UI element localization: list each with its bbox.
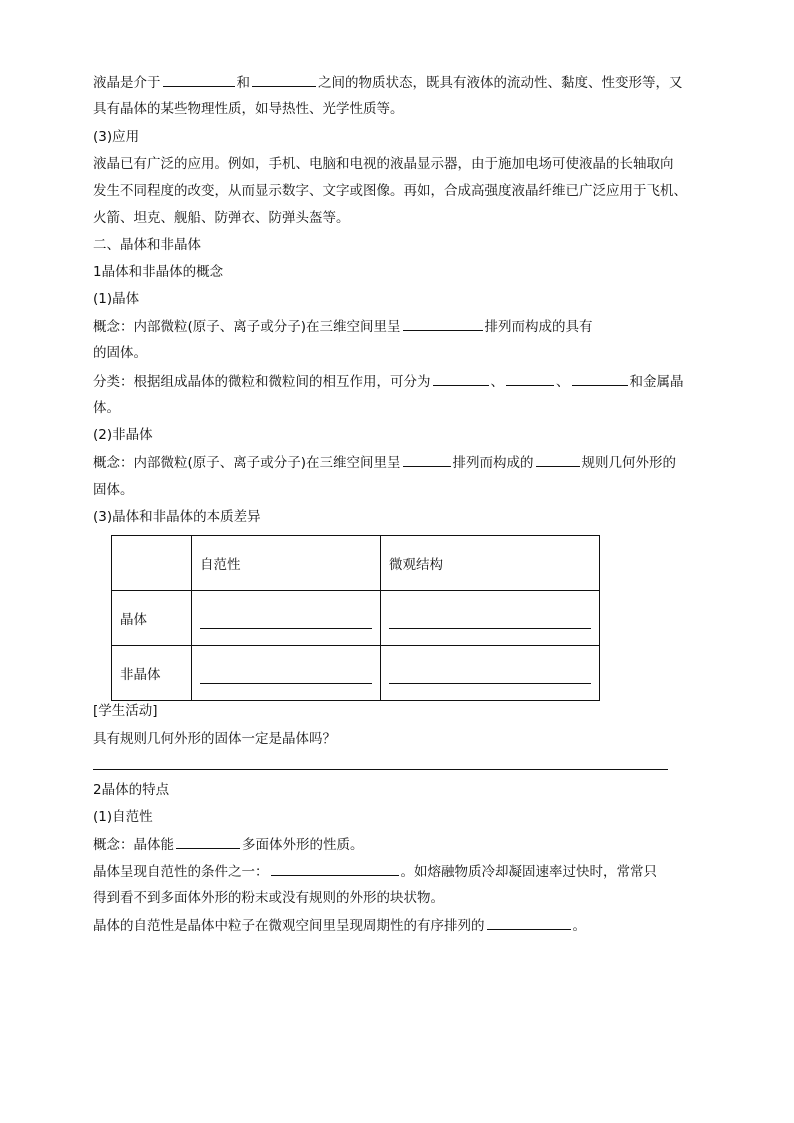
text: 。如熔融物质冷却凝固速率过快时，常常只: [400, 864, 657, 880]
subsection-heading: (2)非晶体: [93, 427, 153, 443]
fill-blank[interactable]: [506, 371, 554, 386]
paragraph-line: 的固体。: [93, 345, 147, 361]
paragraph-line: 发生不同程度的改变，从而显示数字、文字或图像。再如，合成高强度液晶纤维已广泛应用于飞机、: [93, 183, 687, 199]
fill-blank[interactable]: [572, 371, 628, 386]
fill-blank[interactable]: [176, 834, 240, 849]
paragraph-line: [93, 371, 684, 392]
answer-cell[interactable]: [381, 646, 600, 701]
text: 和: [236, 75, 250, 91]
paragraph-line: 具有晶体的某些物理性质，如导热性、光学性质等。: [93, 101, 404, 117]
paragraph-line: 固体。: [93, 482, 134, 498]
text: 排列而构成的具有: [484, 319, 593, 335]
fill-blank[interactable]: [200, 671, 372, 684]
text: 液晶是介于: [93, 75, 161, 91]
section-heading: 二、晶体和非晶体: [93, 237, 201, 253]
fill-blank[interactable]: [536, 452, 580, 467]
table-header-cell: 微观结构: [381, 536, 600, 591]
paragraph-line: 得到看不到多面体外形的粉末或没有规则的外形的块状物。: [93, 890, 444, 906]
subsection-heading: (1)自范性: [93, 809, 153, 825]
paragraph-line: [93, 915, 586, 936]
answer-cell[interactable]: [192, 646, 381, 701]
text: 概念：内部微粒(原子、离子或分子)在三维空间里呈: [93, 319, 401, 335]
fill-blank[interactable]: [433, 371, 489, 386]
paragraph-line: [93, 452, 676, 473]
text: 之间的物质状态，既具有液体的流动性、黏度、性变形等，又: [318, 75, 683, 91]
activity-heading: [学生活动]: [93, 703, 158, 719]
fill-blank[interactable]: [389, 616, 591, 629]
section-heading: (3)应用: [93, 129, 140, 145]
answer-cell[interactable]: [192, 591, 381, 646]
fill-blank[interactable]: [403, 316, 483, 331]
text: 多面体外形的性质。: [242, 837, 364, 853]
question-line: 具有规则几何外形的固体一定是晶体吗？: [93, 731, 336, 747]
row-label: 非晶体: [112, 646, 192, 701]
fill-blank[interactable]: [252, 72, 316, 87]
paragraph-line: [93, 72, 683, 93]
text: 概念：内部微粒(原子、离子或分子)在三维空间里呈: [93, 455, 401, 471]
subsection-heading: (3)晶体和非晶体的本质差异: [93, 509, 261, 525]
text: 排列而构成的: [452, 455, 534, 471]
paragraph-line: [93, 316, 593, 337]
text: 和金属晶: [629, 374, 684, 390]
section-heading: 2晶体的特点: [93, 782, 170, 798]
table-header-row: [112, 536, 600, 591]
text: 分类：根据组成晶体的微粒和微粒间的相互作用，可分为: [93, 374, 431, 390]
text: 晶体呈现自范性的条件之一：: [93, 864, 269, 880]
table-row: [112, 646, 600, 701]
table-row: [112, 591, 600, 646]
fill-blank[interactable]: [487, 915, 571, 930]
paragraph-line: 液晶已有广泛的应用。例如，手机、电脑和电视的液晶显示器，由于施加电场可使液晶的长轴取向: [93, 156, 674, 172]
table-header-cell: 自范性: [192, 536, 381, 591]
fill-blank[interactable]: [163, 72, 235, 87]
text: 、: [490, 374, 504, 390]
text: 晶体的自范性是晶体中粒子在微观空间里呈现周期性的有序排列的: [93, 918, 485, 934]
row-label: 晶体: [112, 591, 192, 646]
paragraph-line: [93, 861, 657, 882]
text: 、: [556, 374, 570, 390]
text: 规则几何外形的: [581, 455, 677, 471]
answer-cell[interactable]: [381, 591, 600, 646]
fill-blank[interactable]: [389, 671, 591, 684]
text: 。: [572, 918, 586, 934]
section-heading: 1晶体和非晶体的概念: [93, 264, 224, 280]
comparison-table: [111, 535, 600, 701]
text: 概念：晶体能: [93, 837, 174, 853]
table-header-cell: [112, 536, 192, 591]
paragraph-line: 火箭、坦克、舰船、防弹衣、防弹头盔等。: [93, 210, 350, 226]
paragraph-line: 体。: [93, 400, 120, 416]
paragraph-line: [93, 834, 364, 855]
fill-blank[interactable]: [403, 452, 451, 467]
fill-blank[interactable]: [271, 861, 399, 876]
fill-blank[interactable]: [200, 616, 372, 629]
subsection-heading: (1)晶体: [93, 291, 140, 307]
answer-line[interactable]: [93, 769, 668, 770]
